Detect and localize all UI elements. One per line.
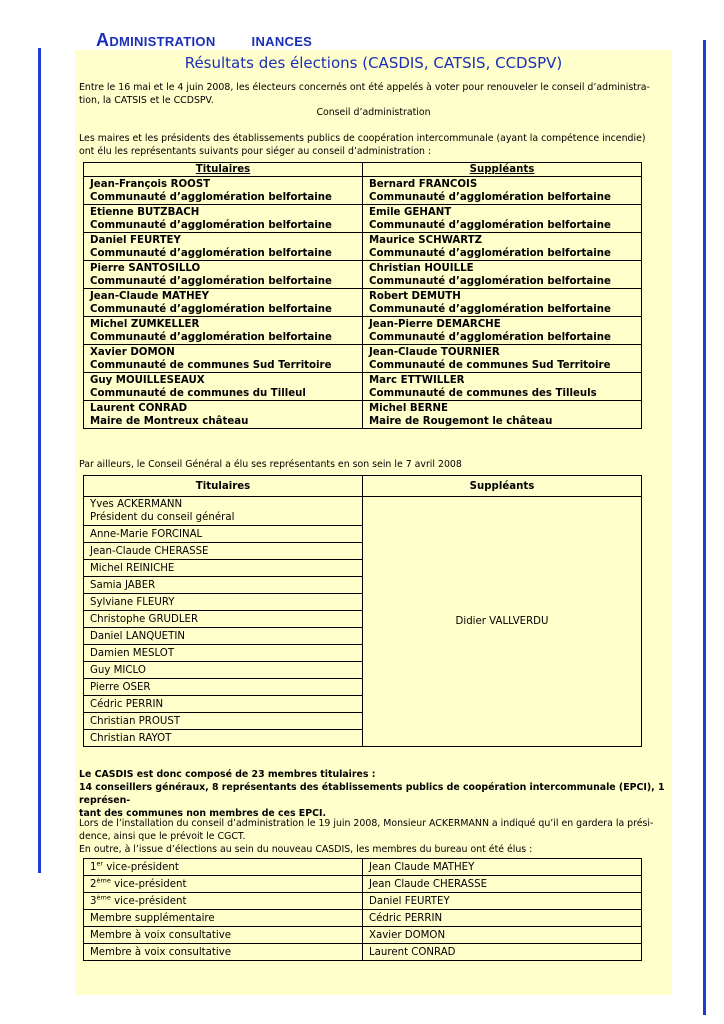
composition-line: 14 conseillers généraux, 8 représentants des établissements publics de coopération intercommunale (EPCI), 1 représen- bbox=[79, 782, 665, 806]
member-name: Bernard FRANCOIS bbox=[369, 179, 478, 190]
bureau-member-name: Daniel FEURTEY bbox=[363, 893, 642, 910]
titulaire-name: Damien MESLOT bbox=[84, 645, 363, 662]
epci-paragraph bbox=[79, 132, 667, 158]
composition-paragraph bbox=[79, 768, 667, 820]
table-cell bbox=[84, 401, 363, 429]
member-organization: Communauté de communes Sud Territoire bbox=[369, 360, 611, 371]
bureau-table bbox=[83, 858, 642, 961]
member-organization: Communauté de communes du Tilleul bbox=[90, 388, 306, 399]
composition-line: Le CASDIS est donc composé de 23 membres titulaires : bbox=[79, 769, 376, 780]
table-cell bbox=[363, 317, 642, 345]
titulaire-name: Michel REINICHE bbox=[84, 560, 363, 577]
titulaire-name: Sylviane FLEURY bbox=[84, 594, 363, 611]
member-organization: Communauté d’agglomération belfortaine bbox=[369, 220, 611, 231]
table-row bbox=[84, 910, 642, 927]
column-header: Suppléants bbox=[363, 163, 642, 177]
table-cell bbox=[84, 289, 363, 317]
member-name: Maurice SCHWARTZ bbox=[369, 235, 483, 246]
member-organization: Maire de Montreux château bbox=[90, 416, 249, 427]
table-row bbox=[84, 177, 642, 205]
role-ordinal: ème bbox=[96, 893, 111, 902]
installation-paragraph bbox=[79, 817, 667, 856]
titulaire-name: Guy MICLO bbox=[84, 662, 363, 679]
table-row bbox=[84, 233, 642, 261]
table-cell bbox=[84, 233, 363, 261]
table-row bbox=[84, 345, 642, 373]
table-cell bbox=[363, 261, 642, 289]
table-cell bbox=[84, 177, 363, 205]
table-row bbox=[84, 317, 642, 345]
titulaire-name: Christian RAYOT bbox=[84, 730, 363, 747]
intro-paragraph bbox=[79, 81, 667, 107]
intro-line: tion, la CATSIS et le CCDSPV. bbox=[79, 95, 214, 106]
member-organization: Communauté d’agglomération belfortaine bbox=[90, 248, 332, 259]
member-name: Etienne BUTZBACH bbox=[90, 207, 200, 218]
member-name: Robert DEMUTH bbox=[369, 291, 461, 302]
titulaire-name: Pierre OSER bbox=[84, 679, 363, 696]
epci-line: Les maires et les présidents des établissements publics de coopération intercommunale (ayant la compétence incendie) bbox=[79, 133, 646, 144]
titulaire-name: Anne-Marie FORCINAL bbox=[84, 526, 363, 543]
installation-line: dence, ainsi que le prévoit le CGCT. bbox=[79, 831, 246, 842]
table-row bbox=[84, 876, 642, 893]
bureau-member-name: Cédric PERRIN bbox=[363, 910, 642, 927]
titulaire-name: Samia JABER bbox=[84, 577, 363, 594]
member-name: Christian HOUILLE bbox=[369, 263, 474, 274]
member-name: Jean-Pierre DEMARCHE bbox=[369, 319, 501, 330]
table-cell bbox=[84, 497, 363, 526]
section-title: Conseil d’administration bbox=[316, 107, 431, 118]
member-name: Jean-François ROOST bbox=[90, 179, 211, 190]
table-cell bbox=[84, 261, 363, 289]
titulaire-name: Christophe GRUDLER bbox=[84, 611, 363, 628]
table-row bbox=[84, 289, 642, 317]
header-initial: A bbox=[96, 30, 110, 50]
member-organization: Communauté d’agglomération belfortaine bbox=[90, 220, 332, 231]
bureau-role bbox=[84, 927, 363, 944]
table-row bbox=[84, 893, 642, 910]
member-organization: Communauté d’agglomération belfortaine bbox=[369, 304, 611, 315]
titulaire-name: Cédric PERRIN bbox=[84, 696, 363, 713]
header-word-finances: INANCES bbox=[251, 34, 313, 49]
member-organization: Communauté de communes des Tilleuls bbox=[369, 388, 597, 399]
role-label: Membre supplémentaire bbox=[90, 912, 215, 924]
member-name: Pierre SANTOSILLO bbox=[90, 263, 201, 274]
cg-intro: Par ailleurs, le Conseil Général a élu ses représentants en son sein le 7 avril 2008 bbox=[79, 459, 462, 470]
right-margin-bar bbox=[703, 40, 706, 1015]
role-label: Membre à voix consultative bbox=[90, 946, 232, 958]
column-header: Titulaires bbox=[84, 476, 363, 497]
bureau-role bbox=[84, 944, 363, 961]
table-row bbox=[84, 261, 642, 289]
table-cell bbox=[363, 233, 642, 261]
bureau-role bbox=[84, 876, 363, 893]
titulaire-role: Président du conseil général bbox=[90, 512, 235, 523]
intro-line: Entre le 16 mai et le 4 juin 2008, les électeurs concernés ont été appelés à voter pour renouveler le conseil d’administra- bbox=[79, 82, 650, 93]
member-name: Daniel FEURTEY bbox=[90, 235, 181, 246]
table-cell bbox=[363, 177, 642, 205]
document-title: Résultats des élections (CASDIS, CATSIS, CCDSPV) bbox=[184, 54, 563, 72]
bureau-role bbox=[84, 893, 363, 910]
bureau-member-name: Jean Claude CHERASSE bbox=[363, 876, 642, 893]
role-label: Membre à voix consultative bbox=[90, 929, 232, 941]
table-cell bbox=[363, 289, 642, 317]
member-organization: Communauté d’agglomération belfortaine bbox=[90, 304, 332, 315]
table-cell bbox=[84, 317, 363, 345]
titulaire-name: Daniel LANQUETIN bbox=[84, 628, 363, 645]
table-row bbox=[84, 373, 642, 401]
member-organization: Communauté d’agglomération belfortaine bbox=[369, 276, 611, 287]
member-organization: Communauté d’agglomération belfortaine bbox=[90, 276, 332, 287]
table-cell bbox=[363, 205, 642, 233]
document-panel bbox=[75, 50, 672, 995]
suppleant-cell: Didier VALLVERDU bbox=[363, 497, 642, 747]
member-organization: Communauté d’agglomération belfortaine bbox=[369, 332, 611, 343]
member-organization: Communauté d’agglomération belfortaine bbox=[369, 248, 611, 259]
member-name: Michel BERNE bbox=[369, 403, 448, 414]
table-row bbox=[84, 944, 642, 961]
member-organization: Communauté de communes Sud Territoire bbox=[90, 360, 332, 371]
epci-line: ont élu les représentants suivants pour siéger au conseil d’administration : bbox=[79, 146, 432, 157]
member-name: Xavier DOMON bbox=[90, 347, 175, 358]
bureau-role bbox=[84, 859, 363, 876]
cg-representatives-table bbox=[83, 475, 642, 747]
titulaire-name: Jean-Claude CHERASSE bbox=[84, 543, 363, 560]
member-organization: Communauté d’agglomération belfortaine bbox=[90, 332, 332, 343]
role-number: 3 bbox=[90, 895, 97, 907]
member-name: Marc ETTWILLER bbox=[369, 375, 465, 386]
ca-representatives-table bbox=[83, 162, 642, 429]
installation-line: En outre, à l’issue d’élections au sein du nouveau CASDIS, les membres du bureau ont été élus : bbox=[79, 844, 533, 855]
column-header: Suppléants bbox=[363, 476, 642, 497]
table-row bbox=[84, 927, 642, 944]
role-label: vice-président bbox=[103, 861, 179, 873]
table-row bbox=[84, 401, 642, 429]
table-cell bbox=[363, 345, 642, 373]
member-organization: Communauté d’agglomération belfortaine bbox=[369, 192, 611, 203]
titulaire-name: Yves ACKERMANN bbox=[90, 499, 183, 510]
role-ordinal: ème bbox=[96, 876, 111, 885]
role-label: vice-président bbox=[110, 878, 187, 890]
bureau-member-name: Laurent CONRAD bbox=[363, 944, 642, 961]
bureau-role bbox=[84, 910, 363, 927]
installation-line: Lors de l’installation du conseil d’administration le 19 juin 2008, Monsieur ACKERMANN a indiqué qu’il en gardera la prési- bbox=[79, 818, 654, 829]
table-row bbox=[84, 497, 642, 526]
section-header bbox=[96, 30, 312, 51]
composition-line: tant des communes non membres de ces EPCI. bbox=[79, 808, 327, 819]
member-organization: Communauté d’agglomération belfortaine bbox=[90, 192, 332, 203]
member-name: Jean-Claude TOURNIER bbox=[369, 347, 500, 358]
table-cell bbox=[363, 401, 642, 429]
bureau-member-name: Xavier DOMON bbox=[363, 927, 642, 944]
role-number: 1 bbox=[90, 861, 97, 873]
member-name: Guy MOUILLESEAUX bbox=[90, 375, 205, 386]
column-header: Titulaires bbox=[84, 163, 363, 177]
member-name: Laurent CONRAD bbox=[90, 403, 188, 414]
table-row bbox=[84, 205, 642, 233]
table-cell bbox=[84, 205, 363, 233]
member-organization: Maire de Rougemont le château bbox=[369, 416, 553, 427]
bureau-member-name: Jean Claude MATHEY bbox=[363, 859, 642, 876]
member-name: Emile GEHANT bbox=[369, 207, 452, 218]
header-word-administration: DMINISTRATION bbox=[109, 34, 216, 49]
role-label: vice-président bbox=[110, 895, 187, 907]
member-name: Michel ZUMKELLER bbox=[90, 319, 200, 330]
member-name: Jean-Claude MATHEY bbox=[90, 291, 209, 302]
table-cell bbox=[363, 373, 642, 401]
table-row bbox=[84, 859, 642, 876]
table-cell bbox=[84, 345, 363, 373]
role-ordinal: er bbox=[96, 859, 104, 868]
titulaire-name: Christian PROUST bbox=[84, 713, 363, 730]
table-cell bbox=[84, 373, 363, 401]
role-number: 2 bbox=[90, 878, 97, 890]
left-margin-bar bbox=[38, 48, 41, 873]
